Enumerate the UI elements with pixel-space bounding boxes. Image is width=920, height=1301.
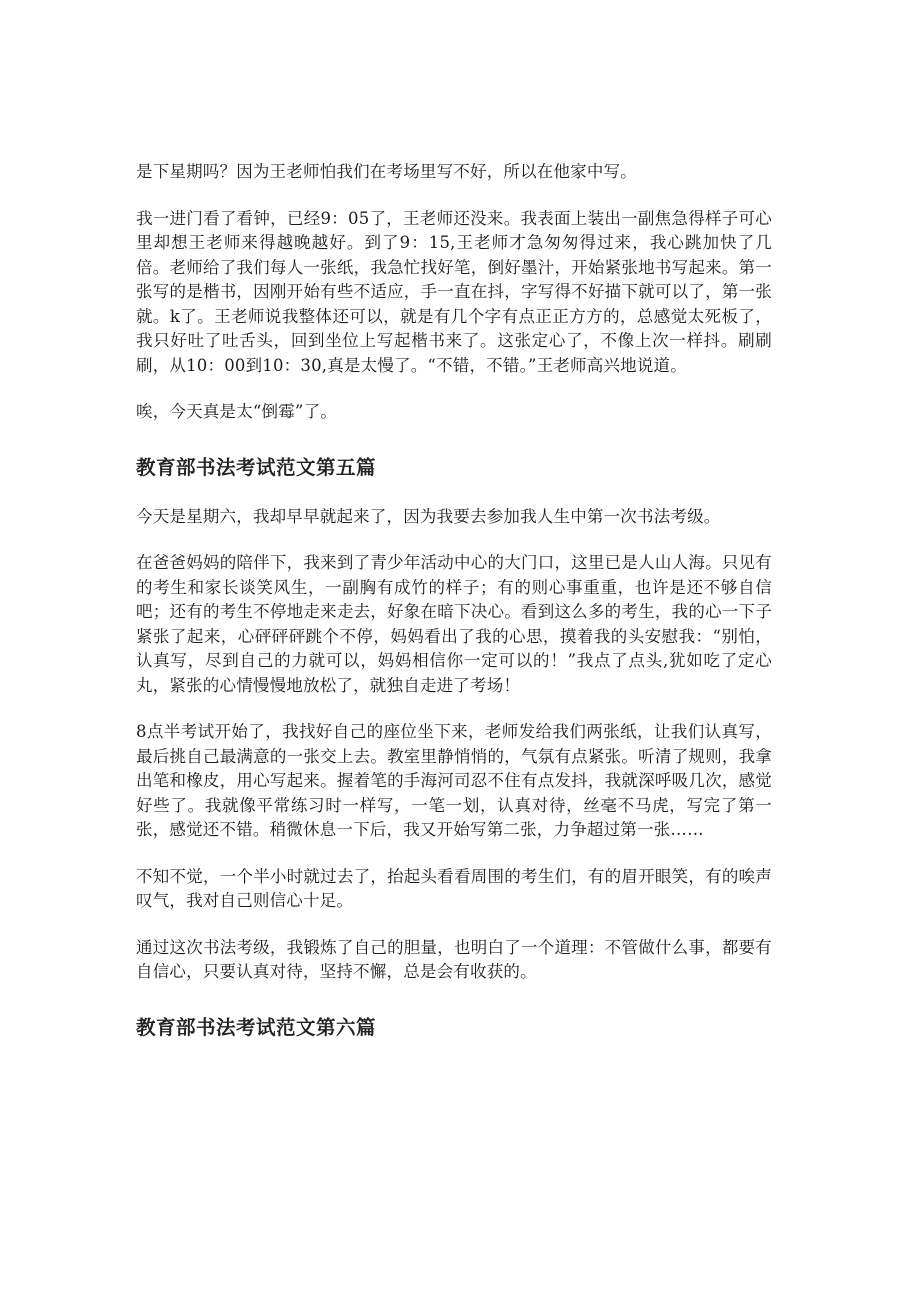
paragraph: 是下星期吗？因为王老师怕我们在考场里写不好，所以在他家中写。: [136, 162, 637, 181]
section-heading: 教育部书法考试范文第六篇: [136, 1015, 377, 1039]
paragraph: 8点半考试开始了，我找好自己的座位坐下来，老师发给我们两张纸，让我们认真写，最后挑自己最满意的一张交上去。教室里静悄悄的，气氛有点紧张。听清了规则，我拿出笔和橡皮，用心写起来。握着笔的手海河司忍不住有点发抖，我就深呼吸几次，感觉好些了。我就像平常练习时一样写，一笔一划，认真对待，丝毫不马虎，写完了第一张，感觉还不错。稍微休息一下后，我又开始写第二张，力争超过第一张……: [136, 722, 772, 839]
document-body: [136, 160, 772, 1065]
paragraph: 唉，今天真是太“倒霉”了。: [136, 402, 337, 421]
section-heading: 教育部书法考试范文第五篇: [136, 455, 377, 479]
paragraph: 通过这次书法考级，我锻炼了自己的胆量，也明白了一个道理：不管做什么事，都要有自信心，只要认真对待，坚持不懈，总是会有收获的。: [136, 937, 772, 981]
paragraph: 不知不觉，一个半小时就过去了，抬起头看看周围的考生们，有的眉开眼笑，有的唉声叹气，我对自己则信心十足。: [136, 866, 772, 910]
paragraph: 今天是星期六，我却早早就起来了，因为我要去参加我人生中第一次书法考级。: [136, 506, 721, 526]
paragraph: 在爸爸妈妈的陪伴下，我来到了青少年活动中心的大门口，这里已是人山人海。只见有的考生和家长谈笑风生，一副胸有成竹的样子；有的则心事重重，也许是还不够自信吧；还有的考生不停地走来走去，好象在暗下决心。看到这么多的考生，我的心一下子紧张了起来，心砰砰砰跳个不停，妈妈看出了我的心思，摸着我的头安慰我：“别怕，认真写，尽到自己的力就可以，妈妈相信你一定可以的！”我点了点头,犹如吃了定心丸，紧张的心情慢慢地放松了，就独自走进了考场！: [136, 553, 772, 695]
paragraph: 我一进门看了看钟，已经9：05了，王老师还没来。我表面上装出一副焦急得样子可心里却想王老师来得越晚越好。到了9：15,王老师才急匆匆得过来，我心跳加快了几倍。老师给了我们每人一张纸，我急忙找好笔，倒好墨汁，开始紧张地书写起来。第一张写的是楷书，因刚开始有些不适应，手一直在抖，字写得不好描下就可以了，第一张就。k了。王老师说我整体还可以，就是有几个字有点正正方方的，总感觉太死板了，我只好吐了吐舌头，回到坐位上写起楷书来了。这张定心了，不像上次一样抖。刷刷刷，从10：00到10：30,真是太慢了。“不错，不错。”王老师高兴地说道。: [136, 208, 772, 375]
